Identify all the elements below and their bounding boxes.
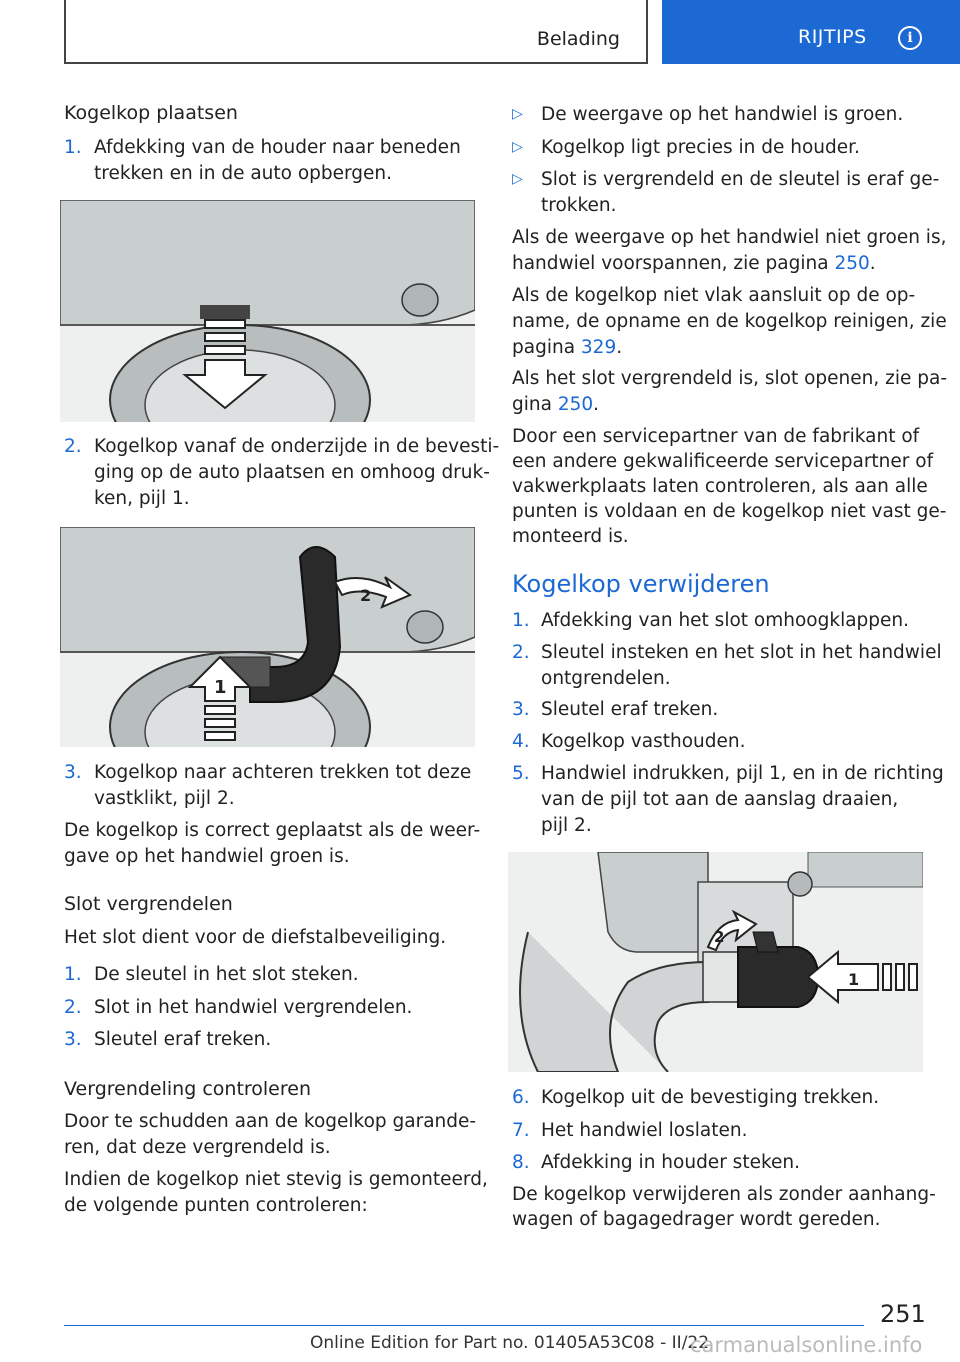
arrow-1-label: 1 xyxy=(214,677,227,698)
step-text-line: Afdekking van het slot omhoogklappen. xyxy=(541,610,910,631)
step-text-line: pijl 2. xyxy=(541,815,592,836)
step-number: 2. xyxy=(64,436,82,457)
paragraph-line: vakwerkplaats laten controleren, als aan alle xyxy=(512,476,928,497)
step-text-line: Sleutel insteken en het slot in het handwiel xyxy=(541,642,942,663)
step-number: 5. xyxy=(512,763,530,784)
step-text-line: Het handwiel loslaten. xyxy=(541,1120,748,1141)
arrow-1-label: 1 xyxy=(848,970,860,989)
step-text-line: Afdekking van de houder naar beneden xyxy=(94,137,461,158)
paragraph-line: punten is voldaan en de kogelkop niet vast ge- xyxy=(512,501,947,522)
watermark: carmanualsonline.info xyxy=(690,1333,923,1357)
figure-tow-bar-cover xyxy=(60,200,475,422)
step-number: 1. xyxy=(64,137,82,158)
page-link-329[interactable]: 329 xyxy=(580,337,617,358)
paragraph-line: monteerd is. xyxy=(512,526,629,547)
paragraph-line: wagen of bagagedrager wordt gereden. xyxy=(512,1209,881,1230)
paragraph-line: De kogelkop verwijderen als zonder aanhang- xyxy=(512,1184,936,1205)
info-icon[interactable]: i xyxy=(898,26,922,50)
footer-edition: Online Edition for Part no. 01405A53C08 - II/22 xyxy=(310,1333,710,1353)
paragraph-line: handwiel voorspannen, zie pagina 250. xyxy=(512,253,876,274)
page-link-250[interactable]: 250 xyxy=(834,253,870,274)
paragraph-line: de volgende punten controleren: xyxy=(64,1195,368,1216)
step-text-line: ontgrendelen. xyxy=(541,668,671,689)
paragraph-line: Als de weergave op het handwiel niet groen is, xyxy=(512,227,947,248)
step-number: 2. xyxy=(64,997,82,1018)
paragraph-line: gave op het handwiel groen is. xyxy=(64,846,350,867)
figure-ball-head-insert xyxy=(60,527,475,747)
step-text-line: ging op de auto plaatsen en omhoog druk- xyxy=(94,462,490,483)
paragraph-line: Door te schudden aan de kogelkop garande- xyxy=(64,1111,477,1132)
paragraph-line: De kogelkop is correct geplaatst als de weer- xyxy=(64,820,481,841)
header-chapter-tab[interactable] xyxy=(662,0,960,64)
paragraph-line: pagina 329. xyxy=(512,337,623,358)
step-text-line: Sleutel eraf treken. xyxy=(541,699,719,720)
bullet-text-line: Slot is vergrendeld en de sleutel is eraf ge- xyxy=(541,169,940,190)
step-number: 1. xyxy=(64,964,82,985)
bullet-arrow-icon: ▷ xyxy=(512,106,523,122)
step-number: 3. xyxy=(64,762,82,783)
bullet-text-line: Kogelkop ligt precies in de houder. xyxy=(541,137,860,158)
arrow-2-label: 2 xyxy=(360,586,372,605)
step-number: 3. xyxy=(64,1029,82,1050)
step-text-line: ken, pijl 1. xyxy=(94,488,190,509)
step-text-line: Kogelkop uit de bevestiging trekken. xyxy=(541,1087,880,1108)
step-text-line: Handwiel indrukken, pijl 1, en in de richting xyxy=(541,763,944,784)
figure-handwheel-unlock xyxy=(508,852,923,1072)
step-text-line: Sleutel eraf treken. xyxy=(94,1029,272,1050)
chapter-tab-label: RIJTIPS xyxy=(798,26,867,48)
step-number: 1. xyxy=(512,610,530,631)
step-text-line: van de pijl tot aan de aanslag draaien, xyxy=(541,789,899,810)
page-link-250[interactable]: 250 xyxy=(557,394,594,415)
step-number: 7. xyxy=(512,1120,530,1141)
header-section-box xyxy=(64,0,648,64)
step-number: 4. xyxy=(512,731,530,752)
step-text-line: Kogelkop vanaf de onderzijde in de bevesti- xyxy=(94,436,500,457)
step-text-line: De sleutel in het slot steken. xyxy=(94,964,359,985)
bullet-arrow-icon: ▷ xyxy=(512,139,523,155)
header-section-label: Belading xyxy=(536,28,620,50)
paragraph-line: Het slot dient voor de diefstalbeveiliging. xyxy=(64,927,447,948)
paragraph-line: Indien de kogelkop niet stevig is gemonteerd, xyxy=(64,1169,488,1190)
footer-divider xyxy=(64,1325,864,1326)
step-text-line: vastklikt, pijl 2. xyxy=(94,788,235,809)
paragraph-line: Door een servicepartner van de fabrikant of xyxy=(512,426,920,447)
heading-kogelkop-verwijderen: Kogelkop verwijderen xyxy=(512,570,770,598)
paragraph-line: gina 250. xyxy=(512,394,600,415)
step-number: 3. xyxy=(512,699,530,720)
paragraph-line: een andere gekwalificeerde servicepartner of xyxy=(512,451,934,472)
page-number: 251 xyxy=(880,1300,926,1328)
paragraph-line: ren, dat deze vergrendeld is. xyxy=(64,1137,331,1158)
subheading-vergrendeling-controleren: Vergrendeling controleren xyxy=(64,1078,311,1100)
step-number: 2. xyxy=(512,642,530,663)
paragraph-line: Als de kogelkop niet vlak aansluit op de op- xyxy=(512,285,916,306)
paragraph-line: Als het slot vergrendeld is, slot openen, zie pa- xyxy=(512,368,948,389)
bullet-text-line: De weergave op het handwiel is groen. xyxy=(541,104,904,125)
bullet-text-line: trokken. xyxy=(541,195,617,216)
step-number: 8. xyxy=(512,1152,530,1173)
step-text-line: Afdekking in houder steken. xyxy=(541,1152,800,1173)
step-text-line: Kogelkop naar achteren trekken tot deze xyxy=(94,762,472,783)
step-text-line: Kogelkop vasthouden. xyxy=(541,731,746,752)
step-text-line: trekken en in de auto opbergen. xyxy=(94,163,393,184)
subheading-kogelkop-plaatsen: Kogelkop plaatsen xyxy=(64,102,238,124)
step-text-line: Slot in het handwiel vergrendelen. xyxy=(94,997,413,1018)
subheading-slot-vergrendelen: Slot vergrendelen xyxy=(64,893,233,915)
bullet-arrow-icon: ▷ xyxy=(512,171,523,187)
paragraph-line: name, de opname en de kogelkop reinigen, zie xyxy=(512,311,947,332)
arrow-2-label: 2 xyxy=(714,928,725,946)
step-number: 6. xyxy=(512,1087,530,1108)
